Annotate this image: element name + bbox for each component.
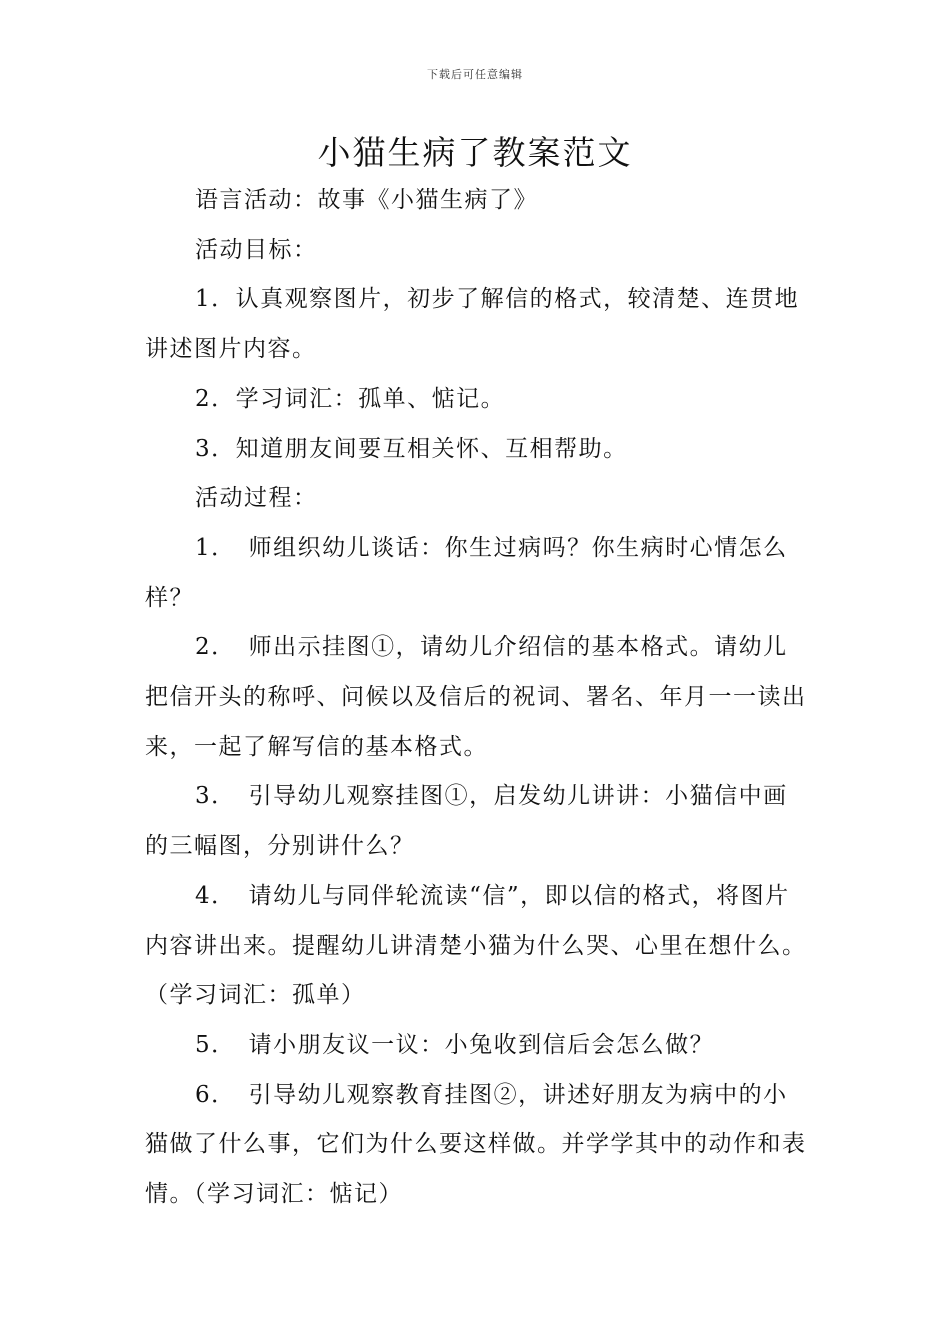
paragraph-step-5: 5． 请小朋友议一议：小兔收到信后会怎么做？ [195,1031,715,1058]
paragraph-process-heading: 活动过程： [195,485,318,512]
document-title: 小猫生病了教案范文 [317,133,633,172]
paragraph-step-2: 2． 师出示挂图①，请幼儿介绍信的基本格式。请幼儿把信开头的称呼、问候以及信后的祝词、署名、年月一一读出来，一起了解写信的基本格式。 [145,634,807,760]
header-note: 下载后可任意编辑 [427,68,523,81]
paragraph-goal-3: 3．知道朋友间要互相关怀、互相帮助。 [195,435,628,462]
paragraph-step-4: 4． 请幼儿与同伴轮流读“信”，即以信的格式，将图片内容讲出来。提醒幼儿讲清楚小猫为什么哭、心里在想什么。（学习词汇：孤单） [145,882,807,1009]
paragraph-step-3: 3． 引导幼儿观察挂图①，启发幼儿讲讲：小猫信中画的三幅图，分别讲什么？ [145,783,788,860]
paragraph-goals-heading: 活动目标： [195,236,318,263]
paragraph-goal-2: 2．学习词汇：孤单、惦记。 [195,385,506,412]
paragraph-step-1: 1． 师组织幼儿谈话：你生过病吗？你生病时心情怎么样？ [145,534,788,611]
paragraph-activity-type: 语言活动：故事《小猫生病了》 [195,187,538,213]
document-body [145,176,807,1220]
paragraph-step-6: 6． 引导幼儿观察教育挂图②，讲述好朋友为病中的小猫做了什么事，它们为什么要这样做。并学学其中的动作和表情。（学习词汇：惦记） [145,1081,807,1208]
paragraph-goal-1: 1．认真观察图片，初步了解信的格式，较清楚、连贯地讲述图片内容。 [145,286,800,363]
